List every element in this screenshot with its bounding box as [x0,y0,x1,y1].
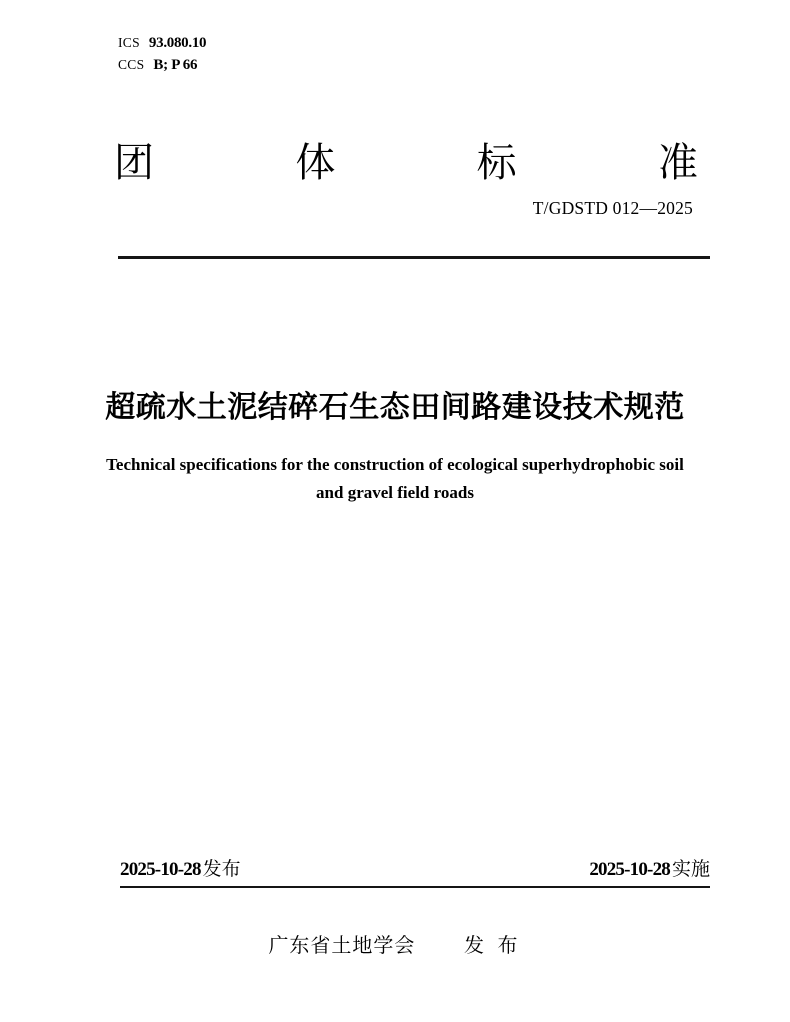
publisher-name: 广东省土地学会 [268,935,416,957]
ics-code-line [118,32,206,54]
heading-char-3: 标 [476,141,517,185]
ccs-code-line [118,54,206,76]
footer-divider-rule [120,886,710,888]
heading-char-2: 体 [295,141,336,185]
implementation-date-group [589,858,710,882]
ics-label: ICS [118,35,140,50]
ccs-label: CCS [118,57,145,72]
issue-date: 2025-10-28 [120,859,201,880]
implementation-date: 2025-10-28 [589,859,670,880]
heading-char-1: 团 [114,141,154,185]
document-title-chinese: 超疏水土泥结碎石生态田间路建设技术规范 [105,391,685,424]
classification-codes [118,32,206,76]
english-title-line-1: Technical specifications for the construction of ecological superhydrophobic soil [106,455,684,474]
ics-code-value: 93.080.10 [148,35,207,51]
implementation-date-label: 实施 [671,859,710,880]
english-title-line-2: and gravel field roads [316,483,474,502]
document-title-english [0,451,790,507]
issue-date-label: 发布 [202,859,241,880]
standard-type-heading [114,143,698,183]
header-divider-rule [118,256,710,259]
issue-date-group [120,858,241,882]
publisher-action-label: 发 布 [464,935,522,957]
ccs-code-value: B; P 66 [153,57,198,73]
dates-row [120,858,710,882]
standard-number: T/GDSTD 012—2025 [532,198,693,218]
publisher-row [0,929,790,958]
heading-char-4: 准 [657,141,698,185]
